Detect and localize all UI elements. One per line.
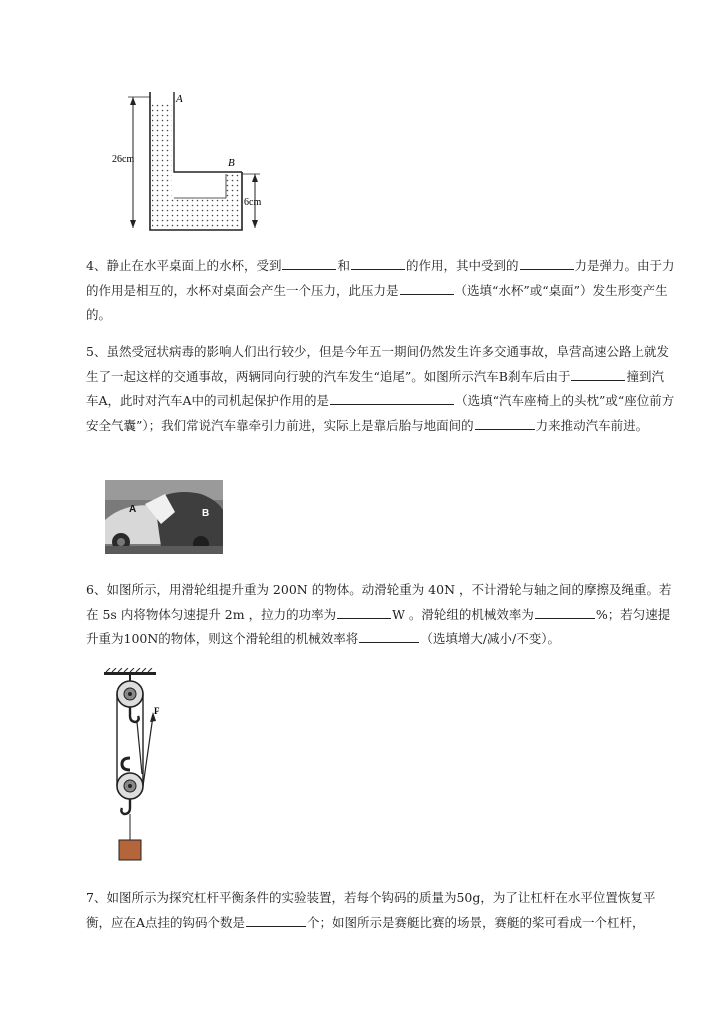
question-5 bbox=[86, 340, 676, 438]
label-26cm: 26cm bbox=[112, 154, 135, 165]
q5-text-3: （选填“汽车座椅上的头枕”或“座位前方安全气囊”）；我们常说汽车靠牵引力前进，实际上是靠后胎与地面间的 bbox=[86, 393, 675, 433]
q4-text-4: 力是弹力。由于力的作用是相互的，水杯对桌面会产生一个压力，此压力是 bbox=[86, 258, 675, 298]
q4-text-5: （选填“水杯”或“桌面”）发生形变产生的。 bbox=[86, 282, 668, 322]
q6-blank-1[interactable] bbox=[337, 604, 391, 619]
q5-text-1: 5、虽然受冠状病毒的影响人们出行较少，但是今年五一期间仍然发生许多交通事故，阜营高速公路上就发生了一起这样的交通事故，两辆同向行驶的汽车发生“追尾”。如图所示汽车B刹车后由于 bbox=[86, 344, 669, 384]
q7-blank-1[interactable] bbox=[246, 912, 306, 927]
question-6 bbox=[86, 578, 676, 652]
q6-blank-3[interactable] bbox=[359, 628, 419, 643]
q4-blank-2[interactable] bbox=[351, 255, 405, 270]
label-a: A bbox=[176, 93, 183, 105]
q5-text-4: 力来推动汽车前进。 bbox=[535, 417, 649, 433]
q6-text-3: %；若匀速提升重为100N的物体，则这个滑轮组的机械效率将 bbox=[86, 606, 671, 646]
q7-text-2: 个；如图所示是赛艇比赛的场景，赛艇的桨可看成一个杠杆， bbox=[307, 914, 645, 930]
q6-text-4: （选填增大/减小/不变）。 bbox=[420, 631, 560, 646]
q5-text-2: 撞到汽车A，此时对汽车A中的司机起保护作用的是 bbox=[86, 368, 664, 408]
question-7 bbox=[86, 886, 676, 935]
q6-blank-2[interactable] bbox=[535, 604, 595, 619]
photo-label-a: A bbox=[129, 504, 137, 515]
q4-blank-4[interactable] bbox=[400, 280, 454, 295]
u-tube-figure bbox=[110, 88, 280, 238]
q5-blank-3[interactable] bbox=[475, 415, 535, 430]
q4-blank-3[interactable] bbox=[520, 255, 574, 270]
photo-label-b: B bbox=[202, 508, 210, 519]
force-label-f: F bbox=[154, 706, 160, 716]
q6-text-1: 6、如图所示，用滑轮组提升重为 200N 的物体。动滑轮重为 40N ，不计滑轮与轴之间的摩擦及绳重。若在 5s 内将物体匀速提升 2m ，拉力的功率为 bbox=[86, 582, 672, 622]
car-collision-photo bbox=[105, 480, 223, 554]
question-4 bbox=[86, 254, 676, 328]
q7-text-1: 7、如图所示为探究杠杆平衡条件的实验装置，若每个钩码的质量为50g，为了让杠杆在水平位置恢复平衡，应在A点挂的钩码个数是 bbox=[86, 890, 656, 930]
q4-text-2: 和 bbox=[337, 258, 350, 273]
q5-blank-2[interactable] bbox=[330, 390, 454, 405]
q6-text-2: W 。滑轮组的机械效率为 bbox=[392, 606, 534, 622]
label-b: B bbox=[228, 157, 235, 169]
q4-text-1: 4、静止在水平桌面上的水杯，受到 bbox=[86, 258, 282, 273]
pulley-system-figure bbox=[100, 668, 180, 868]
q4-blank-1[interactable] bbox=[282, 255, 336, 270]
label-6cm: 6cm bbox=[244, 197, 262, 208]
q5-blank-1[interactable] bbox=[571, 366, 625, 381]
q4-text-3: 的作用，其中受到的 bbox=[405, 258, 519, 273]
